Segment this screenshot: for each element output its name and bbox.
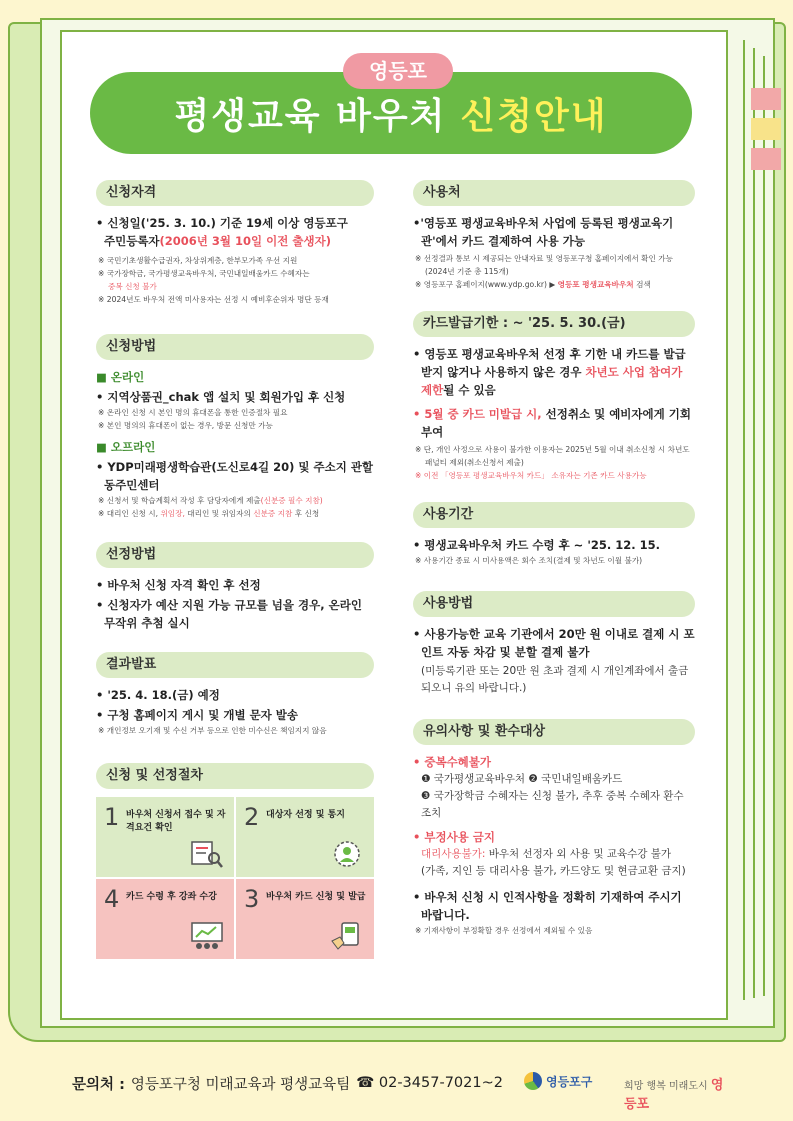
note	[96, 267, 374, 293]
note: ※ 단, 개인 사정으로 사용이 불가한 이용자는 2025년 5월 이내 취소신청 시 차년도 패널티 제외(취소신청서 제출)	[415, 445, 690, 467]
bookmark-tab-pink	[751, 148, 781, 170]
bookmark-tab-yellow	[751, 118, 781, 140]
footer	[72, 1072, 732, 1112]
highlight-text: 신분증 지참	[253, 509, 293, 518]
note	[413, 278, 695, 291]
note	[96, 507, 374, 520]
highlight-text: 중복 신청 불가	[108, 282, 157, 291]
highlight-text: • 5월 중 카드 미발급 시,	[413, 407, 542, 421]
caution-sub-misuse: • 부정사용 금지	[413, 830, 496, 844]
district-logo-text: 영등포구	[546, 1074, 593, 1089]
usage-place-bullet: •'영등포 평생교육바우처 사업에 등록된 평생교육기관'에서 카드 결제하여 사용 가능	[413, 216, 674, 248]
title-accent: 신청안내	[460, 95, 608, 137]
text: ※ 대리인 신청 시,	[98, 509, 159, 518]
online-bullet: • 지역상품권_chak 앱 설치 및 회원가입 후 신청	[96, 390, 346, 404]
bookmark-tab-pink	[751, 88, 781, 110]
period-bullet: • 평생교육바우처 카드 수령 후 ~ '25. 12. 15.	[413, 538, 660, 552]
offline-bullet: • YDP미래평생학습관(도신로4길 20) 및 주소지 관할 동주민센터	[96, 460, 374, 492]
step-number: 1	[104, 803, 120, 831]
section-title-usage-place: 사용처	[413, 180, 695, 206]
left-column	[96, 180, 374, 959]
caution-line: ❶ 국가평생교육바우처 ❷ 국민내일배움카드	[421, 773, 623, 785]
highlight-text: (2006년 3월 10일 이전 출생자)	[159, 234, 331, 248]
page-edge	[735, 56, 765, 996]
note: ※ 기재사항이 부정확할 경우 선정에서 제외될 수 있음	[415, 926, 593, 935]
text: 선정취소 및 예비자에게 기회부여	[421, 407, 691, 439]
caution-sub-duplicate: • 중복수혜불가	[413, 755, 492, 769]
step-number: 2	[244, 803, 260, 831]
contact-label: 문의처 :	[72, 1076, 125, 1093]
highlight-text: 영등포 평생교육바우처	[557, 280, 634, 289]
caution-bullet: • 바우처 신청 시 인적사항을 정확히 기재하여 주시기 바랍니다.	[413, 890, 682, 922]
highlight-text: 대리사용불가:	[421, 848, 486, 860]
caution-line: ❸ 국가장학금 수혜자는 신청 불가, 추후 중복 수혜자 환수 조치	[421, 790, 684, 819]
text: ※ 국가장학금, 국가평생교육바우처, 국민내일배움카드 수혜자는	[98, 269, 310, 278]
offline-label: ■ 오프라인	[96, 440, 156, 454]
contact-org: 영등포구청 미래교육과 평생교육팀	[130, 1076, 351, 1093]
highlight-text: (신분증 필수 지참)	[260, 496, 323, 505]
district-badge: 영등포	[343, 53, 453, 89]
slogan-text: 희망 행복 미래도시	[624, 1081, 708, 1092]
note: ※ 본인 명의의 휴대폰이 없는 경우, 방문 신청만 가능	[98, 421, 273, 430]
presentation-icon	[190, 921, 224, 951]
text: • 영등포 평생교육바우처 선정 후 기한 내 카드를 발급받지 않거나 사용하지 않은 경우	[413, 347, 686, 379]
right-column	[413, 180, 695, 937]
text: 주민등록자	[104, 234, 160, 248]
result-bullet: • '25. 4. 18.(금) 예정	[96, 688, 220, 702]
text: 후 신청	[294, 509, 320, 518]
caution-line: (가족, 지인 등 대리사용 불가, 카드양도 및 현금교환 금지)	[421, 865, 686, 877]
slogan-brand: 영등포	[624, 1078, 724, 1112]
highlight-text: 차년도 사업 참여가 제한	[421, 365, 683, 397]
highlight-text: 위임장,	[160, 509, 185, 518]
selection-bullet: • 신청자가 예산 지원 가능 규모를 넘을 경우, 온라인 무작위 추첨 실시	[96, 598, 362, 630]
how-to-use-bullet: • 사용가능한 교육 기관에서 20만 원 이내로 결제 시 포인트 자동 차감 및 분할 결제 불가	[413, 627, 695, 659]
how-to-use-note: (미등록기관 또는 20만 원 초과 결제 시 개인계좌에서 출금되오니 유의 바랍니다.)	[421, 665, 689, 694]
text: 대리인 및 위임자의	[187, 509, 251, 518]
text: • 신청일('25. 3. 10.) 기준 19세 이상 영등포구	[96, 216, 348, 230]
note: ※ 국민기초생활수급권자, 차상위계층, 한부모가족 우선 지원	[98, 256, 298, 265]
procedure-step	[96, 797, 234, 877]
eligibility-bullet	[96, 214, 374, 250]
document-search-icon	[190, 839, 224, 869]
note: ※ 2024년도 바우처 전액 미사용자는 선정 시 예비후순위자 명단 등재	[98, 295, 329, 304]
step-text: 카드 수령 후 강좌 수강	[126, 892, 217, 902]
step-text: 바우처 신청서 접수 및 자격요건 확인	[126, 810, 226, 833]
section-title-card-deadline: 카드발급기한 : ~ '25. 5. 30.(금)	[413, 311, 695, 337]
text: ※ 신청서 및 학습계획서 작성 후 담당자에게 제출	[98, 496, 261, 505]
section-title-period: 사용기간	[413, 502, 695, 528]
caution-line	[413, 846, 695, 863]
person-badge-icon	[330, 839, 364, 869]
note: ※ 개인정보 오기재 및 수신 거부 등으로 인한 미수신은 책임지지 않음	[98, 726, 327, 735]
section-title-eligibility: 신청자격	[96, 180, 374, 206]
procedure-grid	[96, 797, 374, 959]
text: 검색	[636, 280, 651, 289]
card-deadline-bullet	[413, 405, 695, 441]
section-title-selection: 선정방법	[96, 542, 374, 568]
online-label: ■ 온라인	[96, 370, 145, 384]
district-logo-icon	[524, 1072, 542, 1090]
step-text: 바우처 카드 신청 및 발급	[266, 892, 366, 902]
step-text: 대상자 선정 및 통지	[266, 810, 345, 820]
section-title-method: 신청방법	[96, 334, 374, 360]
section-title-cautions: 유의사항 및 환수대상	[413, 719, 695, 745]
text: 될 수 있음	[443, 383, 496, 397]
district-logo	[524, 1072, 592, 1090]
slogan-logo	[624, 1074, 732, 1112]
card-deadline-bullet	[413, 345, 695, 399]
card-hand-icon	[330, 921, 364, 951]
selection-bullet: • 바우처 신청 자격 확인 후 선정	[96, 578, 261, 592]
step-number: 4	[104, 885, 120, 913]
note: ※ 이전 「영등포 평생교육바우처 카드」 소유자는 기존 카드 사용가능	[415, 471, 647, 480]
procedure-step	[236, 879, 374, 959]
section-title-result: 결과발표	[96, 652, 374, 678]
title-main: 평생교육 바우처	[174, 95, 447, 137]
note: ※ 선정결과 통보 시 제공되는 안내자료 및 영등포구청 홈페이지에서 확인 가능(2024년 기준 총 115개)	[415, 254, 673, 276]
result-bullet: • 구청 홈페이지 게시 및 개별 문자 발송	[96, 708, 299, 722]
note	[96, 494, 374, 507]
note: ※ 사용기간 종료 시 미사용액은 회수 조치(결제 및 차년도 이월 불가)	[415, 556, 643, 565]
procedure-step	[236, 797, 374, 877]
section-title-procedure: 신청 및 선정절차	[96, 763, 374, 789]
procedure-step	[96, 879, 234, 959]
section-title-how-to-use: 사용방법	[413, 591, 695, 617]
text: 바우처 선정자 외 사용 및 교육수강 불가	[488, 848, 672, 860]
text: ※ 영등포구 홈페이지(www.ydp.go.kr) ▶	[415, 280, 556, 289]
step-number: 3	[244, 885, 260, 913]
contact-phone: ☎ 02-3457-7021~2	[356, 1075, 503, 1091]
note: ※ 온라인 신청 시 본인 명의 휴대폰을 통한 인증절차 필요	[98, 408, 288, 417]
